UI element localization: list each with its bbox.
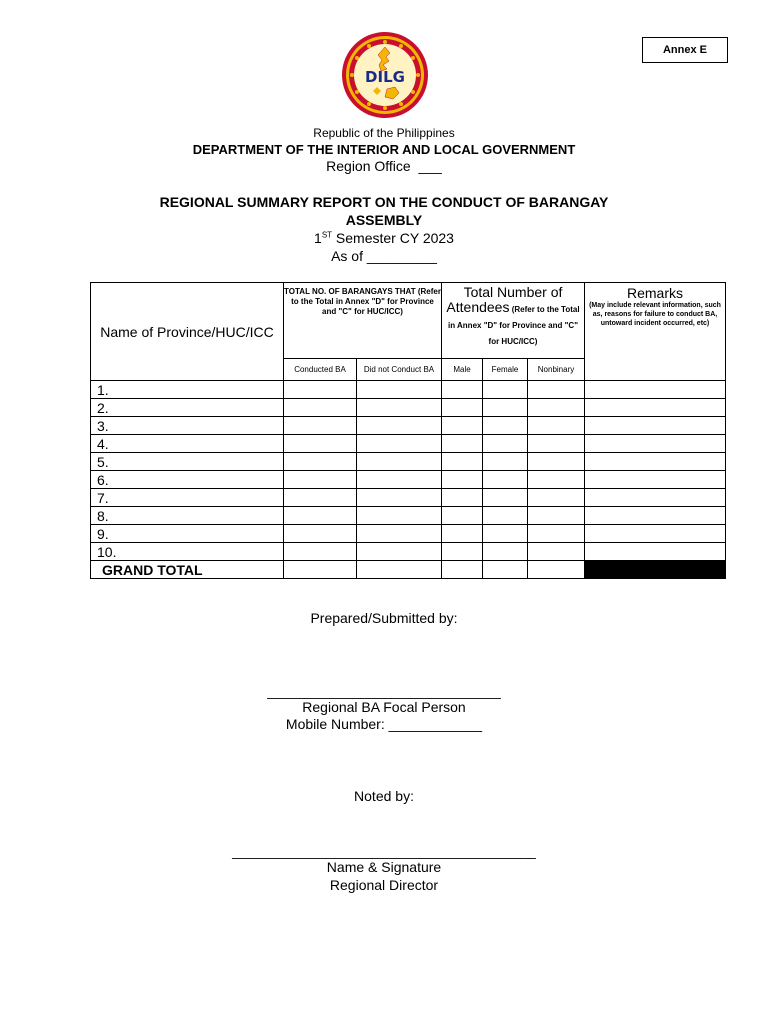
- table-cell[interactable]: [284, 381, 357, 399]
- table-row: [91, 417, 726, 435]
- table-cell[interactable]: [528, 471, 585, 489]
- table-cell[interactable]: [442, 471, 483, 489]
- annex-label: Annex E: [642, 37, 728, 63]
- table-cell[interactable]: [284, 399, 357, 417]
- table-cell[interactable]: [483, 417, 528, 435]
- header-barangays: TOTAL NO. OF BARANGAYS THAT (Refer to the Total in Annex "D" for Province and "C" for HUC/ICC): [284, 283, 442, 359]
- as-of-text: As of _________: [331, 248, 437, 264]
- name-signature-label: Name & Signature: [326, 859, 442, 875]
- header-name: Name of Province/HUC/ICC: [91, 283, 284, 381]
- table-cell[interactable]: [528, 507, 585, 525]
- table-cell[interactable]: [284, 435, 357, 453]
- row-label: 5.: [91, 453, 284, 471]
- table-cell[interactable]: [585, 399, 726, 417]
- table-cell[interactable]: [585, 489, 726, 507]
- subheader-female: Female: [483, 359, 528, 381]
- table-row: [91, 399, 726, 417]
- subheader-conducted: Conducted BA: [284, 359, 357, 381]
- table-cell[interactable]: [483, 435, 528, 453]
- table-cell[interactable]: [357, 543, 442, 561]
- grand-total-row: [91, 561, 726, 579]
- signature-line-director: _______________________________________: [232, 843, 536, 859]
- table-cell[interactable]: [284, 417, 357, 435]
- row-label: 10.: [91, 543, 284, 561]
- dilg-logo: [341, 31, 429, 119]
- semester-sup: ST: [321, 230, 333, 240]
- subheader-not-conducted: Did not Conduct BA: [357, 359, 442, 381]
- table-cell[interactable]: [483, 543, 528, 561]
- table-cell[interactable]: [528, 543, 585, 561]
- table-cell[interactable]: [357, 561, 442, 579]
- republic-text: Republic of the Philippines: [313, 126, 455, 140]
- table-cell[interactable]: [483, 561, 528, 579]
- table-cell[interactable]: [483, 507, 528, 525]
- table-cell[interactable]: [528, 435, 585, 453]
- table-cell[interactable]: [585, 507, 726, 525]
- mobile-number-field: Mobile Number: ____________: [285, 716, 483, 732]
- table-row: [91, 435, 726, 453]
- row-label: 6.: [91, 471, 284, 489]
- table-row: [91, 507, 726, 525]
- table-cell[interactable]: [585, 381, 726, 399]
- focal-person-label: Regional BA Focal Person: [302, 699, 466, 715]
- noted-by-label: Noted by:: [354, 788, 414, 804]
- prepared-by-label: Prepared/Submitted by:: [310, 610, 458, 626]
- subheader-male: Male: [442, 359, 483, 381]
- table-cell[interactable]: [357, 417, 442, 435]
- table-cell[interactable]: [284, 543, 357, 561]
- table-cell[interactable]: [528, 561, 585, 579]
- table-cell[interactable]: [442, 561, 483, 579]
- semester-num: 1: [314, 230, 322, 246]
- table-cell[interactable]: [442, 489, 483, 507]
- table-cell[interactable]: [284, 453, 357, 471]
- table-row: [91, 381, 726, 399]
- table-cell[interactable]: [284, 489, 357, 507]
- table-cell[interactable]: [357, 507, 442, 525]
- semester-rest: Semester CY 2023: [332, 230, 454, 246]
- table-cell[interactable]: [483, 471, 528, 489]
- table-row: [91, 453, 726, 471]
- table-cell[interactable]: [528, 381, 585, 399]
- table-cell[interactable]: [357, 525, 442, 543]
- table-cell[interactable]: [442, 417, 483, 435]
- table-cell[interactable]: [357, 453, 442, 471]
- table-cell[interactable]: [585, 525, 726, 543]
- table-cell[interactable]: [585, 417, 726, 435]
- table-cell[interactable]: [483, 399, 528, 417]
- table-cell[interactable]: [284, 561, 357, 579]
- table-cell[interactable]: [585, 543, 726, 561]
- row-label: 9.: [91, 525, 284, 543]
- row-label: 4.: [91, 435, 284, 453]
- table-cell[interactable]: [442, 507, 483, 525]
- row-label: 3.: [91, 417, 284, 435]
- table-row: [91, 543, 726, 561]
- header-remarks-main: Remarks: [626, 285, 683, 301]
- table-cell[interactable]: [528, 399, 585, 417]
- table-cell[interactable]: [357, 471, 442, 489]
- table-cell[interactable]: [483, 453, 528, 471]
- logo-text: DILG: [365, 68, 405, 86]
- table-cell[interactable]: [357, 435, 442, 453]
- semester-text: [0, 230, 768, 246]
- remarks-blocked-cell: [585, 561, 726, 579]
- row-label: 1.: [91, 381, 284, 399]
- table-cell[interactable]: [442, 435, 483, 453]
- table-cell[interactable]: [442, 543, 483, 561]
- summary-table: [90, 282, 726, 579]
- table-cell[interactable]: [483, 489, 528, 507]
- header-remarks: [585, 283, 726, 381]
- table-cell[interactable]: [585, 453, 726, 471]
- department-title: DEPARTMENT OF THE INTERIOR AND LOCAL GOVERNMENT: [192, 142, 576, 157]
- report-title-line2: ASSEMBLY: [345, 212, 423, 228]
- report-title-line1: REGIONAL SUMMARY REPORT ON THE CONDUCT OF BARANGAY: [159, 194, 609, 210]
- grand-total-label: GRAND TOTAL: [91, 561, 284, 579]
- table-cell[interactable]: [442, 453, 483, 471]
- row-label: 2.: [91, 399, 284, 417]
- table-cell[interactable]: [357, 399, 442, 417]
- table-cell[interactable]: [357, 489, 442, 507]
- table-cell[interactable]: [483, 381, 528, 399]
- table-cell[interactable]: [284, 525, 357, 543]
- header-attendees: [442, 283, 585, 359]
- table-cell[interactable]: [528, 525, 585, 543]
- table-cell[interactable]: [442, 399, 483, 417]
- table-cell[interactable]: [528, 489, 585, 507]
- table-row: [91, 489, 726, 507]
- table-cell[interactable]: [483, 525, 528, 543]
- header-attendees-note: (Refer to the Total in Annex "D" for Province and "C" for HUC/ICC): [447, 305, 580, 346]
- header-attendees-main: Total Number of Attendees: [446, 284, 563, 315]
- table-cell[interactable]: [442, 525, 483, 543]
- table-cell[interactable]: [528, 417, 585, 435]
- table-cell[interactable]: [528, 453, 585, 471]
- subheader-nonbinary: Nonbinary: [528, 359, 585, 381]
- table-cell[interactable]: [357, 381, 442, 399]
- table-cell[interactable]: [284, 471, 357, 489]
- table-cell[interactable]: [284, 507, 357, 525]
- row-label: 7.: [91, 489, 284, 507]
- director-label: Regional Director: [329, 877, 439, 893]
- table-cell[interactable]: [442, 381, 483, 399]
- header-remarks-note: (May include relevant information, such as, reasons for failure to conduct BA, untoward incident occurred, etc): [589, 302, 721, 327]
- signature-line-focal: ______________________________: [267, 683, 501, 699]
- table-row: [91, 525, 726, 543]
- table-cell[interactable]: [585, 435, 726, 453]
- table-row: [91, 471, 726, 489]
- table-cell[interactable]: [585, 471, 726, 489]
- region-office: Region Office ___: [326, 158, 442, 174]
- row-label: 8.: [91, 507, 284, 525]
